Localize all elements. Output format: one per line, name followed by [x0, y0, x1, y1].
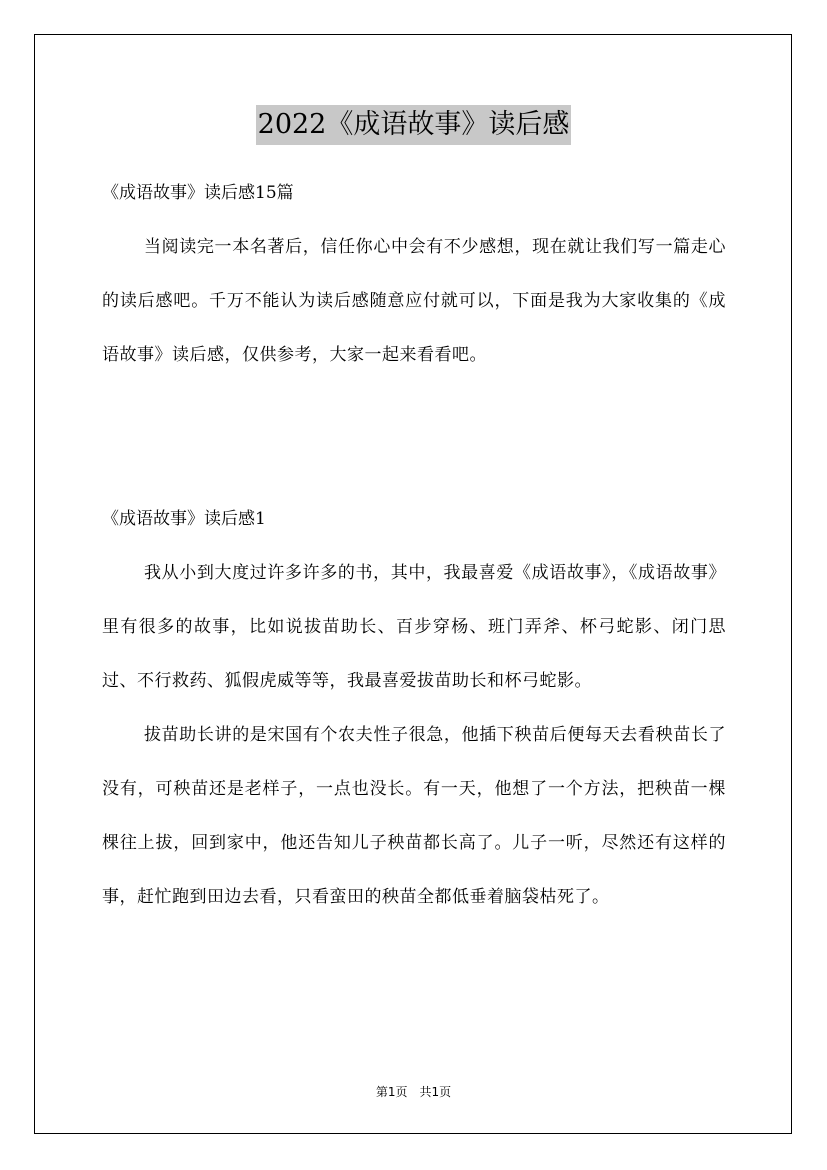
body-paragraph-2: 拔苗助长讲的是宋国有个农夫性子很急，他插下秧苗后便每天去看秧苗长了没有，可秧苗还是老样子，一点也没长。有一天，他想了一个方法，把秧苗一棵棵往上拔，回到家中，他还告知儿子秧苗都长高了。儿子一听，尽然还有这样的事，赶忙跑到田边去看，只看蛮田的秧苗全都低垂着脑袋枯死了。 [102, 725, 726, 907]
body-paragraph-1: 我从小到大度过许多许多的书，其中，我最喜爱《成语故事》，《成语故事》里有很多的故事，比如说拔苗助长、百步穿杨、班门弄斧、杯弓蛇影、闭门思过、不行救药、狐假虎威等等，我最喜爱拔苗助长和杯弓蛇影。 [102, 563, 726, 691]
document-title-text: 2022《成语故事》读后感 [256, 105, 572, 145]
section-body [102, 546, 726, 924]
intro-block [102, 220, 726, 382]
intro-paragraph: 当阅读完一本名著后，信任你心中会有不少感想，现在就让我们写一篇走心的读后感吧。千万不能认为读后感随意应付就可以，下面是我为大家收集的《成语故事》读后感，仅供参考，大家一起来看看吧。 [102, 237, 726, 365]
document-title [0, 103, 827, 145]
section-heading: 《成语故事》读后感1 [102, 509, 266, 529]
document-subtitle: 《成语故事》读后感15篇 [102, 183, 294, 203]
page-footer: 第1页 共1页 [375, 1085, 452, 1099]
